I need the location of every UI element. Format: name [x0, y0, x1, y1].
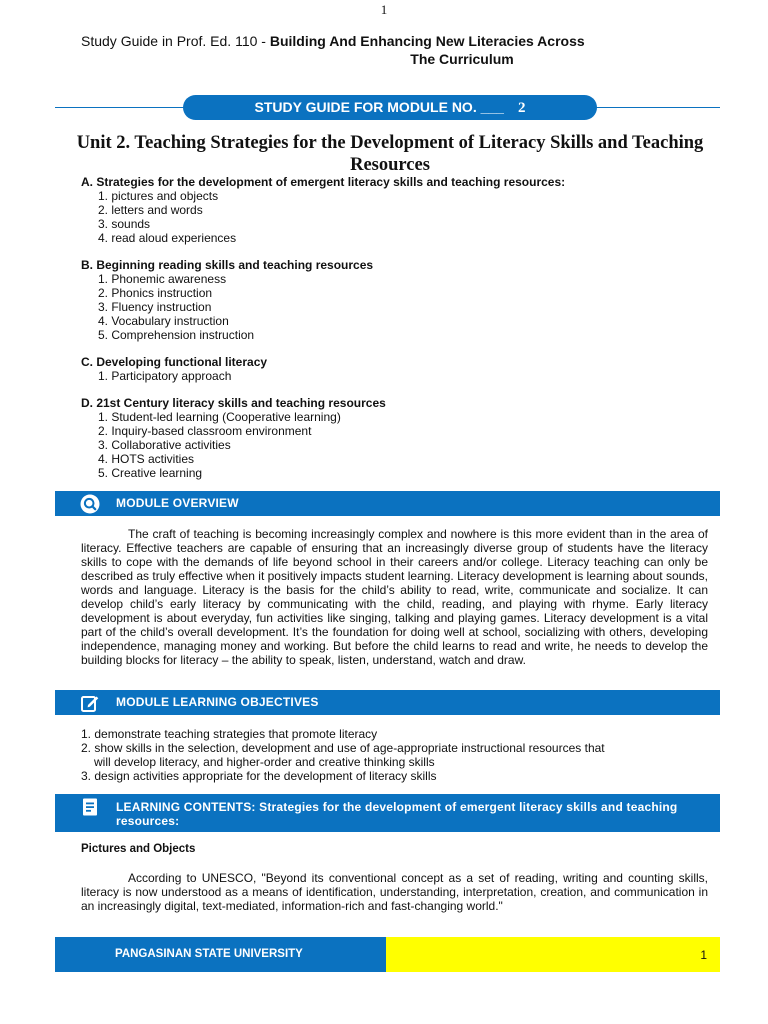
list-item: 5. Creative learning — [98, 466, 203, 480]
banner-rule-left — [55, 107, 185, 108]
list-item: 3. Collaborative activities — [98, 438, 231, 452]
list-item: 2. show skills in the selection, development and use of age-appropriate instructional resources that — [81, 741, 605, 755]
list-item: 1. pictures and objects — [98, 189, 219, 203]
module-overview-band — [55, 491, 720, 516]
outline-section-d — [81, 396, 701, 480]
section-heading: MODULE LEARNING OBJECTIVES — [116, 695, 319, 709]
list-item: 2. letters and words — [98, 203, 203, 217]
magnifier-icon — [80, 494, 100, 514]
list-item: 1. demonstrate teaching strategies that promote literacy — [81, 727, 378, 741]
header-course-title-line2: The Curriculum — [410, 51, 514, 67]
list-item: 2. Phonics instruction — [98, 286, 213, 300]
unit-title: Unit 2. Teaching Strategies for the Development of Literacy Skills and Teaching Resources — [76, 133, 704, 175]
list-item: 4. HOTS activities — [98, 452, 195, 466]
list-item: 1. Student-led learning (Cooperative learning) — [98, 410, 341, 424]
study-guide-label: STUDY GUIDE FOR MODULE NO. ___ — [254, 99, 504, 115]
module-number: 2 — [517, 100, 526, 116]
outline-section-title: B. Beginning reading skills and teaching resources — [81, 258, 374, 272]
list-item: 1. Phonemic awareness — [98, 272, 227, 286]
header-prefix: Study Guide in Prof. Ed. 110 - — [81, 33, 270, 49]
list-item: 4. Vocabulary instruction — [98, 314, 229, 328]
learning-contents-band — [55, 794, 720, 832]
list-item: 2. Inquiry-based classroom environment — [98, 424, 312, 438]
outline-section-title: D. 21st Century literacy skills and teaching resources — [81, 396, 386, 410]
footer-university: PANGASINAN STATE UNIVERSITY — [115, 948, 303, 960]
document-list-icon — [80, 797, 100, 817]
list-item: 3. Fluency instruction — [98, 300, 212, 314]
outline-section-b — [81, 258, 701, 342]
overview-paragraph — [81, 527, 708, 667]
footer-page-block — [386, 937, 720, 972]
top-page-number: 1 — [380, 2, 388, 17]
header-course-title: Building And Enhancing New Literacies Across — [269, 33, 585, 49]
topic-outline — [81, 175, 701, 480]
document-header — [81, 33, 585, 49]
footer-page-number: 1 — [700, 948, 707, 962]
list-item: 1. Participatory approach — [98, 369, 232, 383]
pencil-edit-icon — [80, 693, 100, 713]
study-guide-banner — [183, 95, 597, 120]
outline-section-title: A. Strategies for the development of emergent literacy skills and teaching resources: — [81, 175, 566, 189]
contents-paragraph — [81, 871, 708, 913]
outline-section-title: C. Developing functional literacy — [81, 355, 268, 369]
section-heading: MODULE OVERVIEW — [116, 496, 239, 510]
footer-university-block — [55, 937, 386, 972]
section-heading: LEARNING CONTENTS: Strategies for the development of emergent literacy skills and teaching resources: — [116, 800, 678, 828]
list-item: 3. sounds — [98, 217, 151, 231]
subheading: Pictures and Objects — [81, 843, 196, 855]
list-item-continuation: will develop literacy, and higher-order and creative thinking skills — [94, 755, 435, 769]
list-item: 4. read aloud experiences — [98, 231, 237, 245]
banner-rule-right — [595, 107, 720, 108]
outline-section-a — [81, 175, 701, 245]
list-item: 5. Comprehension instruction — [98, 328, 255, 342]
outline-section-c — [81, 355, 701, 383]
contents-text: According to UNESCO, "Beyond its conventional concept as a set of reading, writing and counting skills, literacy is now understood as a means of identification, understanding, interpretation, creation, and communication in an increasingly digital, text-mediated, information-rich and fast-changing world." — [81, 871, 708, 913]
learning-objectives-band — [55, 690, 720, 715]
objectives-list — [81, 727, 701, 783]
overview-text: The craft of teaching is becoming increasingly complex and nowhere is this more evident than in the area of literacy. Effective teachers are capable of ensuring that an increasingly diverse group of students have the literacy skills to cope with the demands of life beyond school in their careers and/or college. Literacy teaching can only be described as truly effective when it positively impacts student learning. Literacy development is learning about sounds, words and language. Literacy is the basis for the child’s ability to read, write, communicate and socialize. It can develop child’s early literacy by communicating with the child, reading, and playing with rhyme. Early literacy development is about everyday, fun activities like singing, talking and playing games. Literacy development is a vital part of the child’s overall development. It’s the foundation for doing well at school, socializing with others, developing independence, managing money and working. But before the child learns to read and write, he needs to develop the building blocks for literacy – the ability to speak, listen, understand, watch and draw. — [81, 527, 708, 667]
list-item: 3. design activities appropriate for the development of literacy skills — [81, 769, 437, 783]
